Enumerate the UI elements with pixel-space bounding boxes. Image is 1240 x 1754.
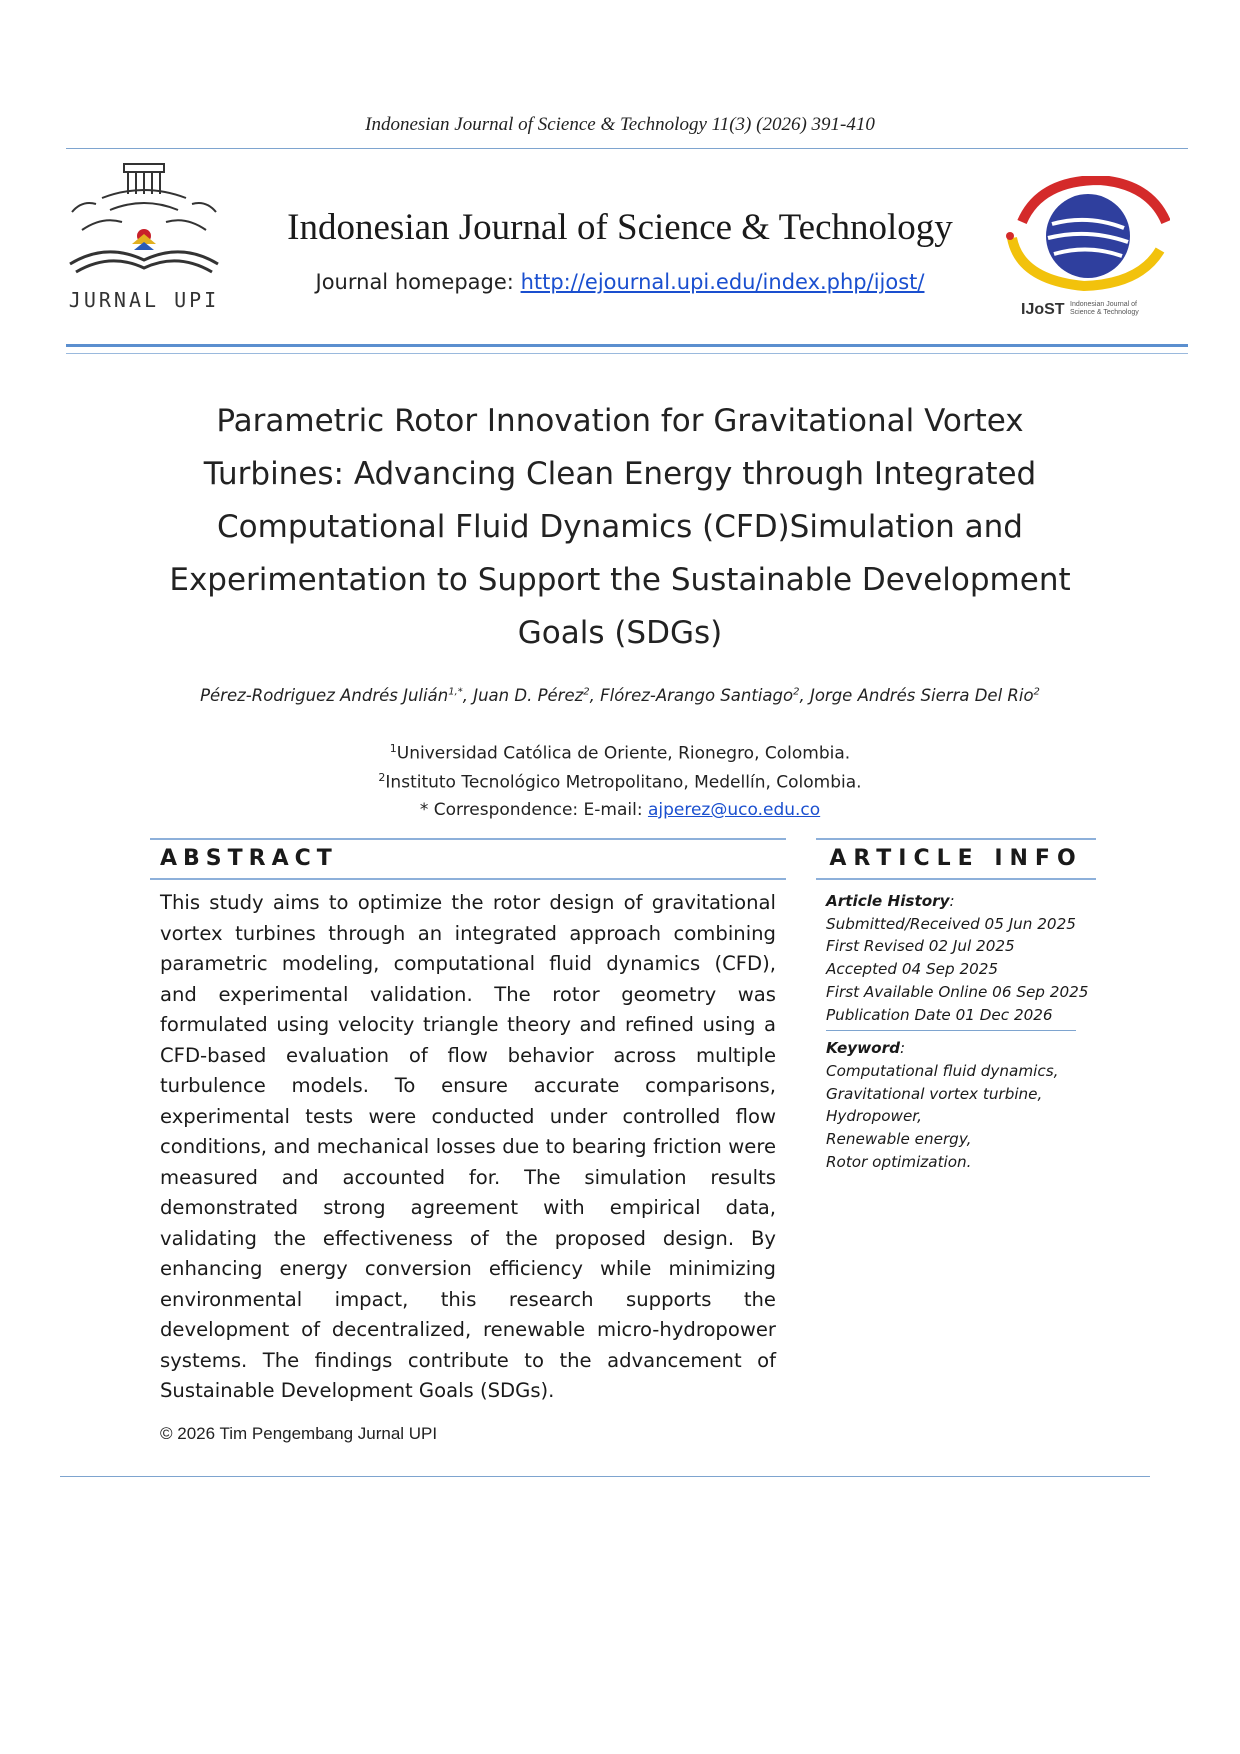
paper-title-line: Experimentation to Support the Sustainable Development	[169, 562, 1071, 598]
author-name: Pérez-Rodriguez Andrés Julián	[200, 686, 449, 705]
author-name: Jorge Andrés Sierra Del Rio	[809, 686, 1034, 705]
affiliation-2	[100, 771, 1140, 793]
article-info-heading: ARTICLE INFO	[816, 838, 1096, 880]
correspondence-label: * Correspondence: E-mail:	[419, 800, 648, 820]
paper-title-line: Turbines: Advancing Clean Energy through Integrated	[203, 456, 1037, 492]
history-item: Accepted 04 Sep 2025	[826, 960, 999, 979]
author-list	[100, 686, 1140, 705]
article-info-body	[816, 880, 1096, 1173]
abstract-text: This study aims to optimize the rotor design of gravitational vortex turbines through an integrated approach combining parametric modeling, computational fluid dynamics (CFD), and experimental validation. The rotor geometry was formulated using velocity triangle theory and refined using a CFD-based evaluation of flow behavior across multiple turbulence models. To ensure accurate comparisons, experimental tests were conducted under controlled flow conditions, and mechanical losses due to bearing friction were measured and accounted for. The simulation results demonstrated strong agreement with empirical data, validating the effectiveness of the proposed design. By enhancing energy conversion efficiency while minimizing environmental impact, this research supports the development of decentralized, renewable micro-hydropower systems. The findings contribute to the advancement of Sustainable Development Goals (SDGs).	[160, 891, 776, 1402]
homepage-label: Journal homepage:	[315, 270, 521, 294]
correspondence-email-link[interactable]: ajperez@uco.edu.co	[647, 800, 821, 820]
affiliation-2-text: Instituto Tecnológico Metropolitano, Medellín, Colombia.	[385, 772, 862, 793]
ijost-logo-text: IJoST	[1021, 301, 1065, 318]
author-affiliation-marker: 2	[793, 686, 800, 698]
journal-name: Indonesian Journal of Science & Technology	[287, 207, 953, 248]
history-item: Submitted/Received 05 Jun 2025	[826, 914, 1076, 933]
article-history-label-row: Article History:	[826, 892, 955, 910]
abstract-section	[150, 838, 786, 1407]
homepage-link[interactable]: http://ejournal.upi.edu/index.php/ijost/	[520, 270, 925, 294]
author-name: Flórez-Arango Santiago	[600, 686, 794, 705]
header-top-rule	[66, 148, 1188, 149]
keyword-label: Keyword	[826, 1039, 900, 1058]
abstract-bottom-rule	[60, 1476, 1150, 1477]
author-affiliation-marker: 2	[1033, 686, 1040, 698]
keyword-label-row: Keyword:	[826, 1039, 906, 1058]
header-bottom-rule	[66, 344, 1188, 354]
affiliation-1	[100, 742, 1140, 764]
paper-title-line: Goals (SDGs)	[517, 615, 723, 651]
paper-title	[160, 395, 1080, 660]
article-info-section	[816, 838, 1096, 1173]
jurnal-upi-logo-text: JURNAL UPI	[68, 288, 220, 312]
journal-homepage	[220, 270, 1020, 294]
keyword-item: Rotor optimization.	[826, 1152, 972, 1171]
keyword-item: Renewable energy,	[826, 1130, 972, 1149]
jurnal-upi-logo	[62, 160, 226, 280]
ijost-globe-icon	[1000, 176, 1170, 300]
author-name: Juan D. Pérez	[473, 686, 584, 705]
author-affiliation-marker: 2	[583, 686, 590, 698]
abstract-heading: ABSTRACT	[150, 838, 786, 880]
ijost-logo	[1000, 176, 1170, 300]
author-affiliation-marker: 1,*	[448, 686, 463, 698]
article-history-label: Article History	[826, 892, 950, 910]
jurnal-upi-emblem-icon	[62, 160, 226, 280]
correspondence	[100, 800, 1140, 820]
affiliation-1-text: Universidad Católica de Oriente, Rionegro, Colombia.	[396, 743, 851, 764]
history-item: First Available Online 06 Sep 2025	[826, 982, 1089, 1001]
author-separator: ,	[462, 686, 474, 705]
history-item: Publication Date 01 Dec 2026	[826, 1005, 1053, 1024]
author-separator: ,	[589, 686, 601, 705]
history-item: First Revised 02 Jul 2025	[826, 937, 1015, 956]
ijost-logo-subtext: Indonesian Journal of Science & Technology	[1070, 301, 1139, 316]
affiliation-1-marker: 1	[389, 742, 397, 755]
paper-title-line: Parametric Rotor Innovation for Gravitational Vortex	[216, 403, 1024, 439]
affiliation-2-marker: 2	[378, 771, 386, 784]
copyright-notice: © 2026 Tim Pengembang Jurnal UPI	[160, 1424, 438, 1443]
keyword-item: Gravitational vortex turbine,	[826, 1084, 1043, 1103]
author-separator: ,	[799, 686, 810, 705]
paper-title-line: Computational Fluid Dynamics (CFD)Simulation and	[217, 509, 1023, 545]
article-info-divider	[826, 1030, 1076, 1031]
keyword-item: Computational fluid dynamics,	[826, 1061, 1059, 1080]
running-head: Indonesian Journal of Science & Technology 11(3) (2026) 391-410	[365, 114, 875, 135]
keyword-item: Hydropower,	[826, 1107, 922, 1126]
